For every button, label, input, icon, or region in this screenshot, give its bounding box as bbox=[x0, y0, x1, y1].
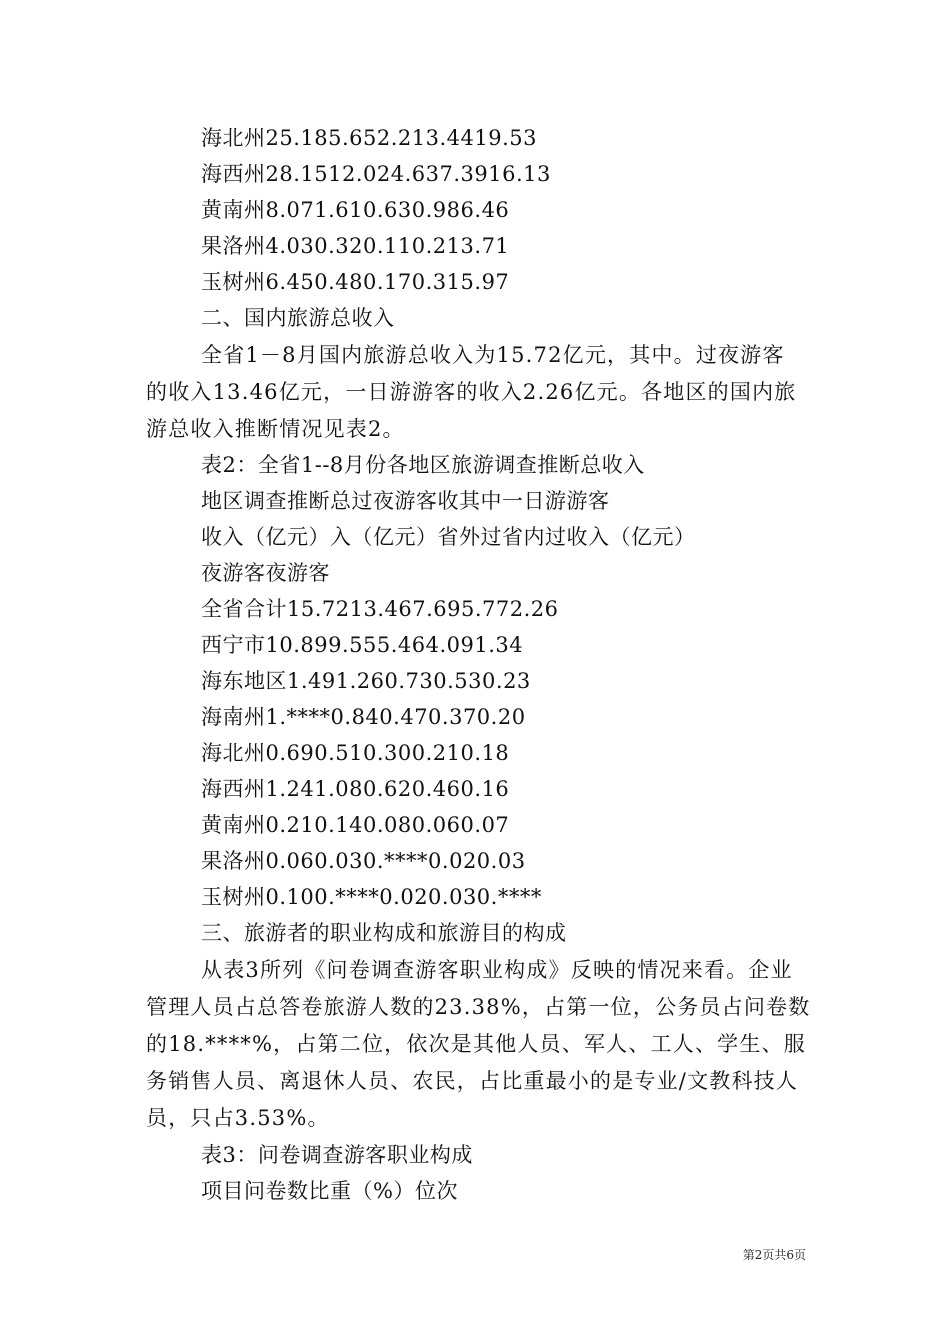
section2-paragraph-line: 的收入13.46亿元，一日游游客的收入2.26亿元。各地区的国内旅 bbox=[146, 380, 797, 404]
table1-row-haixi: 海西州28.1512.024.637.3916.13 bbox=[201, 162, 551, 186]
table2-row: 海南州1.****0.840.470.370.20 bbox=[201, 705, 526, 729]
section2-paragraph-line: 游总收入推断情况见表2。 bbox=[146, 417, 405, 441]
table2-row: 海西州1.241.080.620.460.16 bbox=[201, 777, 510, 801]
table2-row: 果洛州0.060.030.****0.020.03 bbox=[201, 849, 526, 873]
table2-row: 海东地区1.491.260.730.530.23 bbox=[201, 669, 531, 693]
table3-header: 项目问卷数比重（%）位次 bbox=[201, 1179, 458, 1203]
table2-row: 全省合计15.7213.467.695.772.26 bbox=[201, 597, 559, 621]
table2-row: 海北州0.690.510.300.210.18 bbox=[201, 741, 510, 765]
section3-paragraph-line: 管理人员占总答卷旅游人数的23.38%，占第一位，公务员占问卷数 bbox=[146, 995, 811, 1019]
table2-row: 西宁市10.899.555.464.091.34 bbox=[201, 633, 524, 657]
table1-row-huangnan: 黄南州8.071.610.630.986.46 bbox=[201, 198, 510, 222]
table1-row-guoluo: 果洛州4.030.320.110.213.71 bbox=[201, 234, 510, 258]
table2-header-line: 夜游客夜游客 bbox=[201, 561, 330, 585]
section2-paragraph-line: 全省1－8月国内旅游总收入为15.72亿元，其中。过夜游客 bbox=[201, 343, 785, 367]
section3-paragraph-line: 务销售人员、离退休人员、农民，占比重最小的是专业/文教科技人 bbox=[146, 1069, 799, 1093]
table1-row-yushu: 玉树州6.450.480.170.315.97 bbox=[201, 270, 510, 294]
section2-heading: 二、国内旅游总收入 bbox=[201, 306, 395, 330]
table1-row-haibei: 海北州25.185.652.213.4419.53 bbox=[201, 126, 538, 150]
section3-paragraph-line: 从表3所列《问卷调查游客职业构成》反映的情况来看。企业 bbox=[201, 958, 793, 982]
section3-heading: 三、旅游者的职业构成和旅游目的构成 bbox=[201, 921, 567, 945]
table2-row: 玉树州0.100.****0.020.030.**** bbox=[201, 885, 542, 909]
table2-header-line: 收入（亿元）入（亿元）省外过省内过收入（亿元） bbox=[201, 525, 696, 549]
table2-header-line: 地区调查推断总过夜游客收其中一日游游客 bbox=[201, 489, 610, 513]
section3-paragraph-line: 的18.****%，占第二位，依次是其他人员、军人、工人、学生、服 bbox=[146, 1032, 806, 1056]
table2-row: 黄南州0.210.140.080.060.07 bbox=[201, 813, 510, 837]
section3-paragraph-line: 员，只占3.53%。 bbox=[146, 1106, 330, 1130]
table3-title: 表3：问卷调查游客职业构成 bbox=[201, 1143, 473, 1167]
page-number-footer: 第2页共6页 bbox=[742, 1248, 806, 1262]
table2-title: 表2：全省1--8月份各地区旅游调查推断总收入 bbox=[201, 453, 645, 477]
